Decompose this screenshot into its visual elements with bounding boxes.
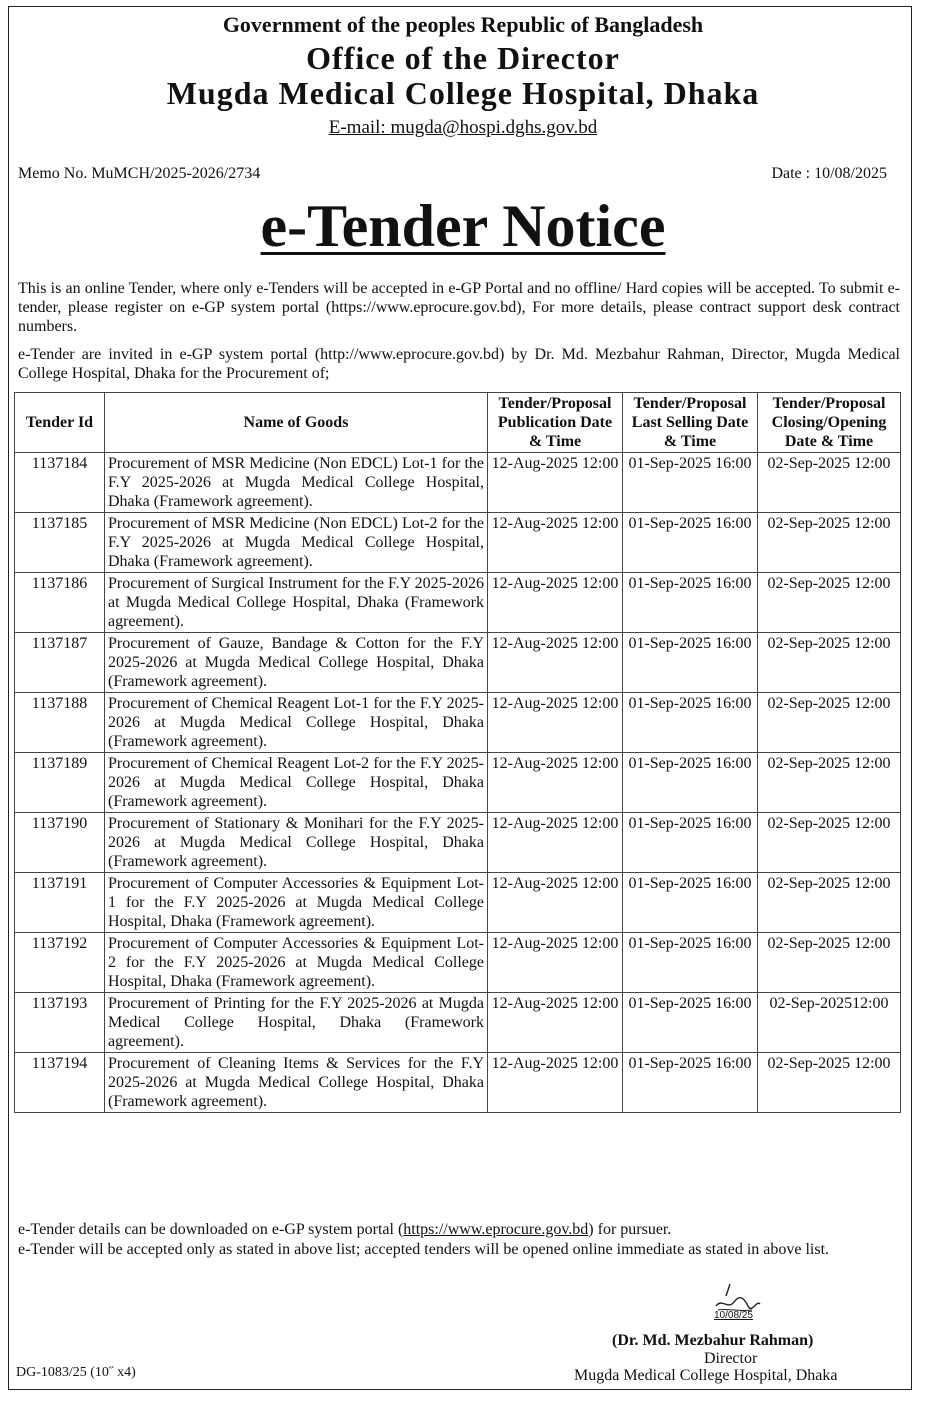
closing-cell: 02-Sep-2025 12:00	[758, 693, 901, 753]
government-heading: Government of the peoples Republic of Bangladesh	[222, 12, 704, 37]
table-row	[15, 453, 901, 513]
header-publication: Tender/Proposal Publication Date & Time	[488, 393, 623, 453]
closing-cell: 02-Sep-2025 12:00	[758, 873, 901, 933]
notice-title	[0, 192, 926, 261]
tender-id-cell: 1137184	[15, 453, 105, 513]
table-row	[15, 513, 901, 573]
memo-number: Memo No. MuMCH/2025-2026/2734	[18, 165, 261, 182]
goods-name-cell: Procurement of MSR Medicine (Non EDCL) Lot-1 for the F.Y 2025-2026 at Mugda Medical College Hospital, Dhaka (Framework agreement).	[105, 453, 488, 513]
intro-paragraph-2: e-Tender are invited in e-GP system portal (http://www.eprocure.gov.bd) by Dr. Md. Mezbahur Rahman, Director, Mugda Medical College Hospital, Dhaka for the Procurement of;	[18, 346, 900, 382]
closing-cell: 02-Sep-2025 12:00	[758, 513, 901, 573]
last-selling-cell: 01-Sep-2025 16:00	[623, 693, 758, 753]
publication-cell: 12-Aug-2025 12:00	[488, 753, 623, 813]
last-selling-cell: 01-Sep-2025 16:00	[623, 753, 758, 813]
closing-cell: 02-Sep-2025 12:00	[758, 453, 901, 513]
publication-cell: 12-Aug-2025 12:00	[488, 453, 623, 513]
publication-cell: 12-Aug-2025 12:00	[488, 513, 623, 573]
tender-id-cell: 1137191	[15, 873, 105, 933]
closing-cell: 02-Sep-202512:00	[758, 993, 901, 1053]
goods-name-cell: Procurement of MSR Medicine (Non EDCL) Lot-2 for the F.Y 2025-2026 at Mugda Medical College Hospital, Dhaka (Framework agreement).	[105, 513, 488, 573]
goods-name-cell: Procurement of Gauze, Bandage & Cotton for the F.Y 2025-2026 at Mugda Medical College Hospital, Dhaka (Framework agreement).	[105, 633, 488, 693]
table-row	[15, 693, 901, 753]
last-selling-cell: 01-Sep-2025 16:00	[623, 513, 758, 573]
tender-id-cell: 1137194	[15, 1053, 105, 1113]
publication-cell: 12-Aug-2025 12:00	[488, 933, 623, 993]
download-note-prefix: e-Tender details can be downloaded on e-GP system portal (	[18, 1221, 404, 1238]
header-tender-id: Tender Id	[15, 393, 105, 453]
closing-cell: 02-Sep-2025 12:00	[758, 573, 901, 633]
table-row	[15, 573, 901, 633]
table-row	[15, 1053, 901, 1113]
last-selling-cell: 01-Sep-2025 16:00	[623, 873, 758, 933]
hospital-heading: Mugda Medical College Hospital, Dhaka	[166, 75, 760, 111]
publication-cell: 12-Aug-2025 12:00	[488, 813, 623, 873]
last-selling-cell: 01-Sep-2025 16:00	[623, 453, 758, 513]
goods-name-cell: Procurement of Chemical Reagent Lot-1 for the F.Y 2025-2026 at Mugda Medical College Hospital, Dhaka (Framework agreement).	[105, 693, 488, 753]
tender-id-cell: 1137190	[15, 813, 105, 873]
tender-id-cell: 1137192	[15, 933, 105, 993]
dg-reference: DG-1083/25 (10˝ x4)	[16, 1365, 136, 1380]
signatory-organization: Mugda Medical College Hospital, Dhaka	[574, 1367, 838, 1384]
office-heading: Office of the Director	[306, 40, 620, 76]
goods-name-cell: Procurement of Stationary & Monihari for the F.Y 2025-2026 at Mugda Medical College Hospital, Dhaka (Framework agreement).	[105, 813, 488, 873]
signatory-name: (Dr. Md. Mezbahur Rahman)	[612, 1332, 814, 1349]
tender-table	[14, 392, 901, 1113]
publication-cell: 12-Aug-2025 12:00	[488, 993, 623, 1053]
email-line	[0, 117, 926, 139]
table-row	[15, 813, 901, 873]
last-selling-cell: 01-Sep-2025 16:00	[623, 633, 758, 693]
publication-cell: 12-Aug-2025 12:00	[488, 633, 623, 693]
closing-cell: 02-Sep-2025 12:00	[758, 813, 901, 873]
table-header-row	[15, 393, 901, 453]
goods-name-cell: Procurement of Surgical Instrument for the F.Y 2025-2026 at Mugda Medical College Hospital, Dhaka (Framework agreement).	[105, 573, 488, 633]
table-row	[15, 993, 901, 1053]
header-closing-opening: Tender/Proposal Closing/Opening Date & Time	[758, 393, 901, 453]
notice-title-text: e-Tender Notice	[260, 193, 666, 259]
closing-cell: 02-Sep-2025 12:00	[758, 633, 901, 693]
header-name-of-goods: Name of Goods	[105, 393, 488, 453]
tender-id-cell: 1137185	[15, 513, 105, 573]
header-last-selling: Tender/Proposal Last Selling Date & Time	[623, 393, 758, 453]
handwritten-signature	[708, 1280, 768, 1333]
publication-cell: 12-Aug-2025 12:00	[488, 1053, 623, 1113]
last-selling-cell: 01-Sep-2025 16:00	[623, 813, 758, 873]
goods-name-cell: Procurement of Computer Accessories & Equipment Lot-2 for the F.Y 2025-2026 at Mugda Medical College Hospital, Dhaka (Framework agreement).	[105, 933, 488, 993]
tender-id-cell: 1137186	[15, 573, 105, 633]
memo-date: Date : 10/08/2025	[771, 165, 887, 182]
last-selling-cell: 01-Sep-2025 16:00	[623, 993, 758, 1053]
closing-cell: 02-Sep-2025 12:00	[758, 753, 901, 813]
signature-date: 10/08/25	[714, 1310, 753, 1321]
table-row	[15, 873, 901, 933]
goods-name-cell: Procurement of Cleaning Items & Services for the F.Y 2025-2026 at Mugda Medical College Hospital, Dhaka (Framework agreement).	[105, 1053, 488, 1113]
table-row	[15, 753, 901, 813]
publication-cell: 12-Aug-2025 12:00	[488, 873, 623, 933]
download-note-suffix: ) for pursuer.	[588, 1221, 672, 1238]
download-note	[18, 1220, 900, 1239]
eprocure-link[interactable]: https://www.eprocure.gov.bd	[403, 1221, 589, 1238]
signatory-title: Director	[704, 1350, 758, 1367]
goods-name-cell: Procurement of Printing for the F.Y 2025-2026 at Mugda Medical College Hospital, Dhaka (Framework agreement).	[105, 993, 488, 1053]
table-body	[15, 453, 901, 1113]
table-row	[15, 633, 901, 693]
tender-id-cell: 1137189	[15, 753, 105, 813]
publication-cell: 12-Aug-2025 12:00	[488, 573, 623, 633]
closing-cell: 02-Sep-2025 12:00	[758, 1053, 901, 1113]
last-selling-cell: 01-Sep-2025 16:00	[623, 1053, 758, 1113]
goods-name-cell: Procurement of Chemical Reagent Lot-2 for the F.Y 2025-2026 at Mugda Medical College Hospital, Dhaka (Framework agreement).	[105, 753, 488, 813]
tender-id-cell: 1137187	[15, 633, 105, 693]
last-selling-cell: 01-Sep-2025 16:00	[623, 933, 758, 993]
table-row	[15, 933, 901, 993]
email-text: E-mail: mugda@hospi.dghs.gov.bd	[328, 117, 598, 138]
last-selling-cell: 01-Sep-2025 16:00	[623, 573, 758, 633]
goods-name-cell: Procurement of Computer Accessories & Equipment Lot-1 for the F.Y 2025-2026 at Mugda Medical College Hospital, Dhaka (Framework agreement).	[105, 873, 488, 933]
acceptance-note: e-Tender will be accepted only as stated in above list; accepted tenders will be opened online immediate as stated in above list.	[18, 1241, 830, 1258]
closing-cell: 02-Sep-2025 12:00	[758, 933, 901, 993]
publication-cell: 12-Aug-2025 12:00	[488, 693, 623, 753]
tender-id-cell: 1137188	[15, 693, 105, 753]
tender-id-cell: 1137193	[15, 993, 105, 1053]
intro-paragraph-1: This is an online Tender, where only e-Tenders will be accepted in e-GP Portal and no offline/ Hard copies will be accepted. To submit e-tender, please register on e-GP system portal (https://www.eprocure.gov.bd), For more details, please contract support desk contract numbers.	[18, 280, 900, 335]
